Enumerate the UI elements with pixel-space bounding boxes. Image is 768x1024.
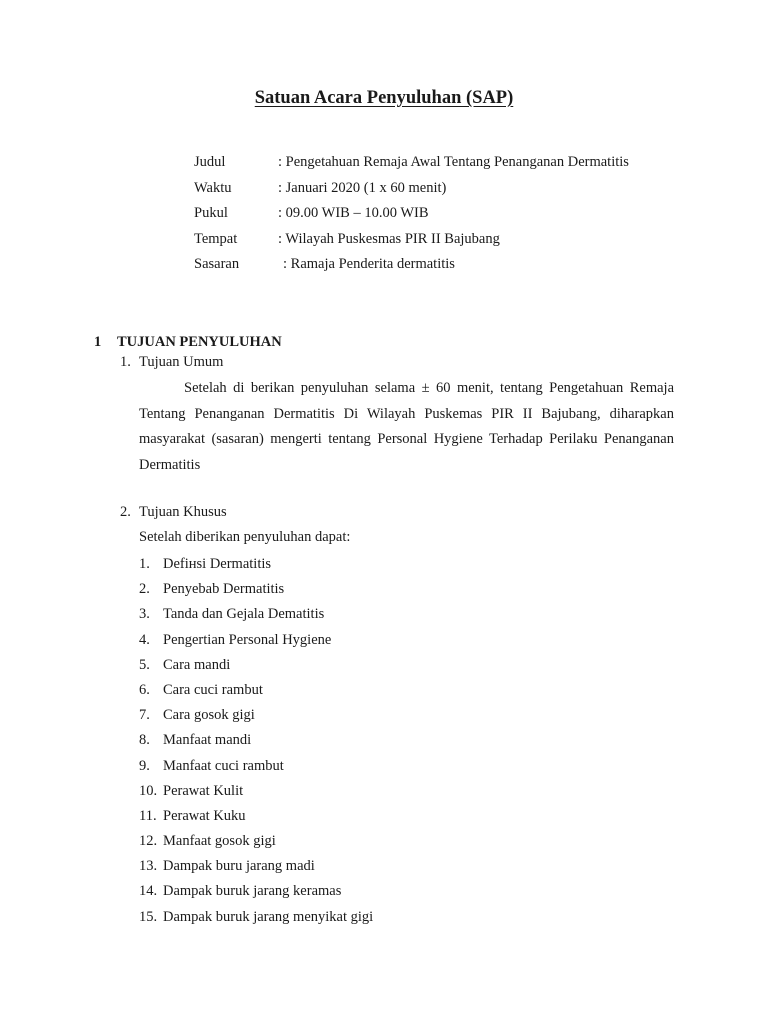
list-item-number: 2. [139,581,150,598]
meta-key: Tempat [194,230,238,247]
list-item-text: Perawat Kuku [163,807,246,824]
list-item [139,680,373,705]
list-item [139,831,373,856]
meta-value: : Pengetahuan Remaja Awal Tentang Penanganan Dermatitis [278,154,629,170]
meta-row-pukul [194,203,714,229]
list-item-text: Cara mandi [163,656,231,673]
list-item [139,630,373,655]
list-item-number: 8. [139,732,150,749]
list-item-number: 1. [139,556,150,572]
list-item [139,730,373,755]
list-item-number: 3. [139,606,150,623]
objectives-list [139,554,373,932]
subsection-label: Tujuan Khusus [139,504,227,520]
tujuan-umum-paragraph: Setelah di berikan penyuluhan selama ± 60 menit, tentang Pengetahuan Remaja Tentang Penanganan Dermatitis Di Wilayah Puskemas PIR II Bajubang, diharapkan masyarakat (sasaran) mengerti tentang Personal Hygiene Terhadap Perilaku Penanganan Dermatitis [139,380,674,473]
list-item-text: Pengertian Personal Hygiene [163,631,332,648]
list-item-number: 13. [139,858,158,875]
list-item [139,881,373,906]
subsection-number: 2. [120,504,131,520]
list-item [139,856,373,881]
list-item-number: 6. [139,681,150,698]
meta-key: Sasaran [194,256,240,272]
list-item [139,604,373,629]
meta-value: : Wilayah Puskesmas PIR II Bajubang [278,230,500,247]
list-item-text: Defінsi Dermatitis [163,556,272,572]
meta-row-judul [194,152,714,178]
section-title: TUJUAN PENYULUHAN [117,334,282,350]
list-item-number: 9. [139,757,150,774]
subsection-tujuan-umum [120,354,223,371]
subsection-number: 1. [120,354,131,370]
list-item [139,705,373,730]
list-item [139,756,373,781]
meta-row-tempat [194,229,714,255]
list-item-number: 10. [139,782,158,799]
metadata-block [194,152,714,280]
list-item-text: Dampak buru jarang madi [163,858,315,875]
meta-value: : Januari 2020 (1 x 60 menit) [278,179,447,196]
meta-key: Judul [194,154,226,170]
list-item [139,655,373,680]
list-item-text: Dampak buruk jarang keramas [163,883,342,900]
list-item-number: 5. [139,656,150,673]
list-item [139,781,373,806]
list-item-text: Manfaat mandi [163,732,252,749]
list-item-text: Manfaat cuci rambut [163,757,284,774]
meta-row-sasaran [194,254,714,280]
list-item [139,907,373,932]
list-item [139,554,373,579]
page-title: Satuan Acara Penyuluhan (SAP) [254,88,514,108]
list-item-text: Penyebab Dermatitis [163,581,285,598]
list-item-number: 14. [139,883,158,900]
list-item-number: 4. [139,631,150,648]
list-item-number: 15. [139,908,158,925]
section-number: 1 [94,334,102,350]
subsection-label: Tujuan Umum [139,354,224,370]
meta-value: : Ramaja Penderita dermatitis [283,256,455,272]
section-heading [94,334,282,351]
list-item-text: Manfaat gosok gigi [163,833,276,850]
meta-row-waktu [194,178,714,204]
list-item-text: Cara gosok gigi [163,707,255,724]
list-item-text: Perawat Kulit [163,782,244,799]
meta-key: Waktu [194,179,232,196]
meta-key: Pukul [194,205,228,221]
list-item-number: 12. [139,833,158,850]
list-item [139,806,373,831]
list-item-number: 7. [139,707,150,724]
tujuan-khusus-intro: Setelah diberikan penyuluhan dapat: [139,529,351,545]
meta-value: : 09.00 WIB – 10.00 WIB [278,205,429,221]
list-item-text: Dampak buruk jarang menyikat gigi [163,908,374,925]
list-item [139,579,373,604]
list-item-text: Cara cuci rambut [163,681,263,698]
list-item-number: 11. [139,807,157,824]
subsection-tujuan-khusus [120,504,227,521]
list-item-text: Tanda dan Gejala Dematitis [163,606,325,623]
